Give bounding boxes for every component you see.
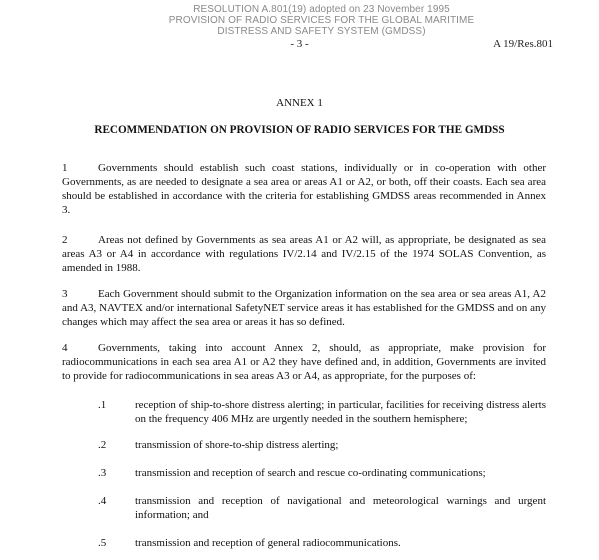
page-number: - 3 - — [290, 38, 309, 50]
header-title-line: PROVISION OF RADIO SERVICES FOR THE GLOBAL MARITIME — [168, 15, 475, 26]
list-item-number: .4 — [98, 495, 107, 507]
list-item-number: .1 — [98, 399, 107, 411]
list-item-text: transmission and reception of search and rescue co-ordinating communications; — [135, 467, 486, 479]
document-reference: A 19/Res.801 — [493, 38, 553, 50]
paragraph-number: 3 — [62, 288, 68, 300]
list-item-text: transmission and reception of navigational and meteorological warnings and urgent information; and — [135, 495, 546, 521]
paragraph — [62, 161, 546, 217]
paragraph-text: Areas not defined by Governments as sea areas A1 or A2 will, as appropriate, be designated as sea areas A3 or A4 in accordance with regulations IV/2.14 and IV/2.15 of the 1974 SOLAS Convention, as amended in 1988. — [62, 234, 546, 274]
paragraph — [62, 233, 546, 275]
paragraph — [62, 341, 546, 383]
list-item-number: .5 — [98, 537, 107, 549]
paragraph-number: 4 — [62, 342, 68, 354]
header-resolution-line: RESOLUTION A.801(19) adopted on 23 November 1995 — [193, 4, 450, 15]
paragraph-number: 2 — [62, 234, 68, 246]
paragraph-number: 1 — [62, 162, 68, 174]
list-item-text: reception of ship-to-shore distress alerting; in particular, facilities for receiving distress alerts on the frequency 406 MHz are urgently needed in the southern hemisphere; — [135, 399, 546, 425]
list-item-number: .3 — [98, 467, 107, 479]
paragraph — [62, 287, 546, 329]
list-item-text: transmission of shore-to-ship distress alerting; — [135, 439, 339, 451]
paragraph-text: Governments should establish such coast stations, individually or in co-operation with other Governments, as are needed to designate a sea area or areas A1 or A2, or both, off their coasts. Each sea area should be established in accordance with the criteria for establishing GMDSS areas recommended in Annex 3. — [62, 162, 546, 216]
list-item-number: .2 — [98, 439, 107, 451]
list-item-text: transmission and reception of general radiocommunications. — [135, 537, 401, 549]
paragraph-text: Governments, taking into account Annex 2, should, as appropriate, make provision for radiocommunications in each sea area A1 or A2 they have defined and, in addition, Governments are invited to provide for radiocommunications in sea areas A3 or A4, as appropriate, for the purposes of: — [62, 342, 546, 382]
annex-label: ANNEX 1 — [276, 97, 323, 109]
paragraph-text: Each Government should submit to the Organization information on the sea area or sea areas A1, A2 and A3, NAVTEX and/or international SafetyNET service areas it has established for the GMDSS and on any changes which may affect the sea area or areas it has so defined. — [62, 288, 546, 328]
document-title: RECOMMENDATION ON PROVISION OF RADIO SERVICES FOR THE GMDSS — [94, 124, 505, 136]
header-subtitle-line: DISTRESS AND SAFETY SYSTEM (GMDSS) — [217, 26, 426, 37]
